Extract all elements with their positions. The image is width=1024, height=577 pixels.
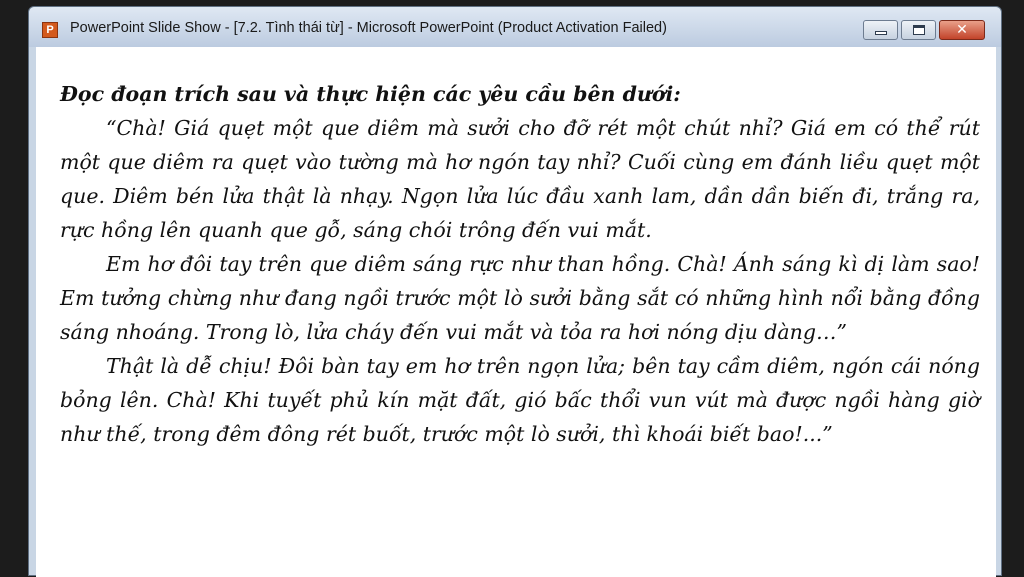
powerpoint-icon[interactable]: P bbox=[42, 22, 58, 38]
paragraph-2: Em hơ đôi tay trên que diêm sáng rực như than hồng. Chà! Ánh sáng kì dị làm sao! Em tưởng chừng như đang ngồi trước một lò sưởi bằng sắt có những hình nổi bằng đồng sáng nhoáng. Trong lò, lửa cháy đến vui mắt và tỏa ra hơi nóng dịu dàng…” bbox=[60, 252, 980, 344]
paragraph-3: Thật là dễ chịu! Đôi bàn tay em hơ trên ngọn lửa; bên tay cầm diêm, ngón cái nóng bỏng lên. Chà! Khi tuyết phủ kín mặt đất, gió bấc thổi vun vút mà được ngồi hàng giờ như thế, trong đêm đông rét buốt, trước một lò sưởi, thì khoái biết bao!...” bbox=[60, 354, 980, 446]
minimize-icon bbox=[875, 31, 887, 35]
minimize-button[interactable] bbox=[863, 20, 898, 40]
slide-heading: Đọc đoạn trích sau và thực hiện các yêu cầu bên dưới: bbox=[60, 82, 681, 106]
maximize-icon bbox=[913, 25, 925, 35]
close-button[interactable] bbox=[939, 20, 985, 40]
powerpoint-window bbox=[28, 6, 1002, 576]
paragraph-1: “Chà! Giá quẹt một que diêm mà sưởi cho đỡ rét một chút nhỉ? Giá em có thể rút một que diêm ra quẹt vào tường mà hơ ngón tay nhỉ? Cuối cùng em đánh liều quẹt một que. Diêm bén lửa thật là nhạy. Ngọn lửa lúc đầu xanh lam, dần dần biến đi, trắng ra, rực hồng lên quanh que gỗ, sáng chói trông đến vui mắt. bbox=[60, 116, 980, 242]
window-title: PowerPoint Slide Show - [7.2. Tình thái từ] - Microsoft PowerPoint (Product Activation Failed) bbox=[70, 20, 667, 36]
slide-text-block bbox=[60, 77, 980, 451]
slide-area[interactable] bbox=[36, 47, 996, 577]
close-icon: ✕ bbox=[956, 22, 968, 38]
title-bar[interactable] bbox=[29, 7, 1001, 47]
maximize-button[interactable] bbox=[901, 20, 936, 40]
